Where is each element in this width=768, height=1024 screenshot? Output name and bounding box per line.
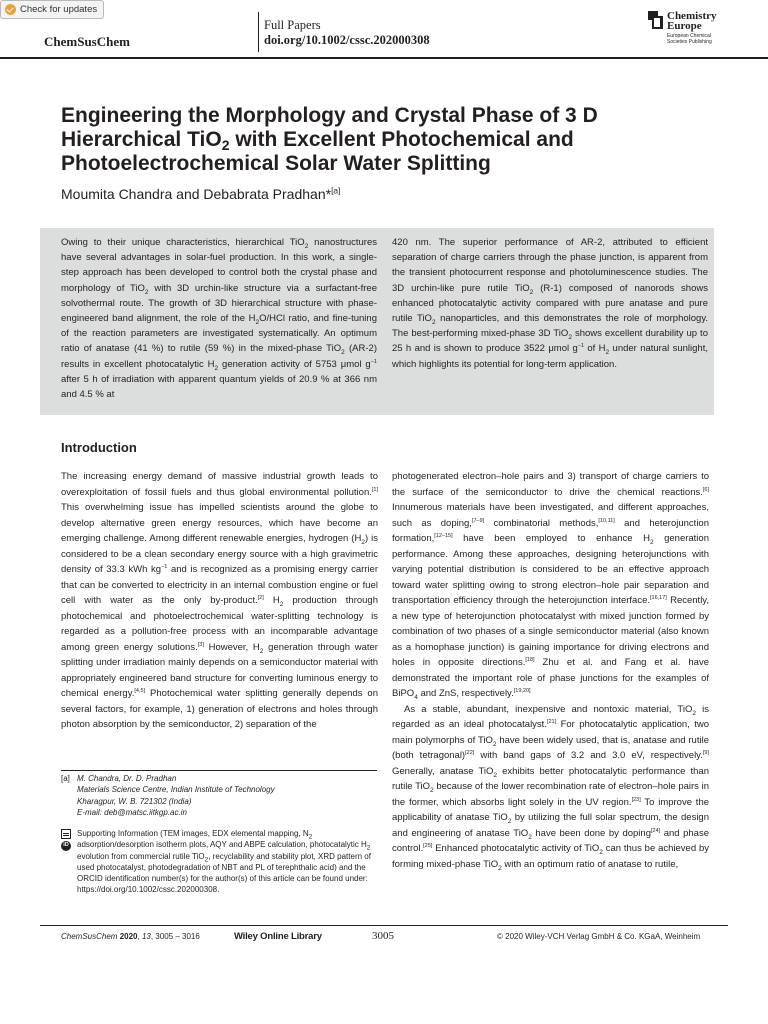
header-rule	[0, 57, 768, 59]
check-for-updates-button[interactable]	[0, 0, 104, 19]
footer-journal: ChemSusChem	[61, 932, 118, 941]
body-paragraph: As a stable, abundant, inexpensive and nontoxic material, TiO$_2$ is regarded as an ideal photocatalyst.[21] For photocatalytic application, two main polymorphs of TiO$_2$ have been widely used, that is, anatase and rutile (both tetragonal)[22] with band gaps of 3.2 and 3.0 eV, respectively.[9] Generally, anatase TiO$_2$ exhibits better photocatalytic performance than rutile TiO$_2$ because of the lower recombination rate of electron–hole pairs in the former, which absorbs light solely in the UV region.[23] To improve the applicability of anatase TiO$_2$ by utilizing the full solar spectrum, the design and engineering of anatase TiO$_2$ have been done by doping[24] and phase control.[25] Enhanced photocatalytic activity of TiO$_2$ can thus be achieved by forming mixed-phase TiO$_2$ with an optimum ratio of anatase to rutile,	[392, 703, 710, 872]
author-affiliation-mark: [a]	[331, 185, 341, 196]
copyright-notice: © 2020 Wiley-VCH Verlag GmbH & Co. KGaA, Weinheim	[497, 932, 701, 941]
wiley-online-library-link[interactable]: Wiley Online Library	[234, 931, 322, 942]
supporting-info-footnote	[61, 828, 375, 896]
publisher-name-line1: Chemistry	[667, 10, 717, 22]
supporting-info-text: Supporting Information (TEM images, EDX elemental mapping, $N_2$ adsorption/desorption isotherm plots, AQY and ABPE calculation, photocatalytic $H_2$ evolution from commercial rutile TiO$_2$, recyclability and stability plot, XRD pattern of used photocatalyst, photodegradation of NBT and PL of terephthalic acid) and the ORCID identification number(s) for the author(s) of this article can be found under: https://doi.org/10.1002/cssc.202000308.	[77, 829, 371, 895]
abstract-left-column: Owing to their unique characteristics, hierarchical TiO$_2$ nanostructures have several advantages in solar-fuel production. In this work, a single-step approach has been developed to control both the crystal phase and morphology of TiO$_2$ with 3D urchin-like structure via a surfactant-free solvothermal route. The growth of 3D hierarchical structure with phase-engineered band alignment, the role of the $H_2O$/HCl ratio, and fine-tuning of the reaction parameters are investigated systematically. An optimum ratio of anatase (41 %) to rutile (59 %) in the mixed-phase TiO$_2$ (AR-2) results in excellent photocatalytic $H_2$ generation activity of 5753 μmol $g^{-1}$ after 5 h of irradiation with apparent quantum yields of 20.9 % at 366 nm and 4.5 % at	[61, 237, 378, 401]
body-left-column	[61, 469, 378, 733]
journal-name: ChemSusChem	[44, 34, 130, 49]
footer-rule	[40, 925, 728, 926]
footer-volume: 13	[141, 932, 151, 941]
authors-text: Moumita Chandra and Debabrata Pradhan*	[61, 186, 332, 202]
affiliation-names: M. Chandra, Dr. D. Pradhan	[77, 774, 177, 783]
body-paragraph: The increasing energy demand of massive industrial growth leads to overexploitation of fossil fuels and thus global environmental pollution.[1] This overwhelming issue has impelled scientists around the globe to develop alternative green energy resources, which have become an emerging challenge. Among different renewable energies, hydrogen $(H_2)$ is considered to be a clean secondary energy source with a high gravimetric density of 33.3 kWh $kg^{-1}$ and is recognized as a promising energy carrier that can be converted to electricity in an internal combustion engine or fuel cell with water as the only by-product.[2] $H_2$ production through photochemical and photoelectrochemical water-splitting technology is regarded as a pollution-free process with an incomparable advantage among green energy solutions.[3] However, $H_2$ generation through water splitting under irradiation mainly depends on a semiconductor material with appropriately engineered band structure for converting luminous energy to chemical energy.[4,5] Photochemical water splitting generally depends on several factors, for example, 1) generation of electrons and holes through photon absorption by the semiconductor, 2) separation of the	[61, 471, 379, 730]
doi-link[interactable]: doi.org/10.1002/cssc.202000308	[264, 33, 430, 47]
publisher-sub-line2: Societies Publishing	[667, 39, 712, 45]
article-title	[61, 104, 701, 176]
section-heading-introduction: Introduction	[61, 440, 137, 455]
footer-pages: , 3005 – 3016	[150, 932, 200, 941]
article-type: Full Papers	[264, 18, 321, 32]
chemistry-europe-logo-icon	[648, 11, 663, 30]
title-part-2: with Excellent Photochemical and Photoelectrochemical Solar Water Splitting	[61, 128, 574, 175]
author-list	[61, 186, 341, 202]
page-number: 3005	[372, 930, 394, 942]
check-icon	[5, 4, 16, 15]
affiliation-footnote	[61, 773, 375, 818]
supporting-info-document-icon	[61, 829, 71, 839]
affiliation-city: Kharagpur, W. B. 721302 (India)	[77, 796, 192, 806]
header-divider	[258, 12, 259, 52]
abstract-right-column: 420 nm. The superior performance of AR-2, attributed to efficient separation of charge carriers through the phase junction, is apparent from the transient photocurrent response and photoluminescence studies. The 3D urchin-like pure rutile TiO$_2$ (R-1) composed of nanorods shows enhanced photocatalytic activity compared with pure anatase and pure rutile TiO$_2$ nanoparticles, and this demonstrates the role of morphology. The best-performing mixed-phase 3D TiO$_2$ shows excellent durability up to 25 h and is shown to produce 3522 μmol $g^{-1}$ of $H_2$ under natural sunlight, which highlights its potential for long-term application.	[392, 237, 709, 370]
title-part-1: Engineering the Morphology and Crystal Phase of 3 D Hierarchical TiO	[61, 104, 598, 151]
check-for-updates-label: Check for updates	[20, 4, 98, 15]
publisher-logo	[648, 11, 717, 45]
body-right-column	[392, 469, 709, 872]
affiliation-institution: Materials Science Centre, Indian Institute of Technology	[77, 785, 275, 795]
title-subscript: 2	[221, 137, 230, 153]
publisher-sub-line1: European Chemical	[667, 33, 711, 39]
body-paragraph: photogenerated electron–hole pairs and 3) transport of charge carriers to the surface of the semiconductor to drive the chemical reactions.[6] Innumerous materials have been investigated, and different approaches, such as doping,[7–9] combinatorial methods,[10,11] and heterojunction formation,[12–15] have been employed to enhance $H_2$ generation performance. Among these approaches, designing heterojunctions with varying potential distribution is considered to be an effective approach toward water splitting owing to strong electron–hole pair separation and transportation efficiency through the heterojunction interface.[16,17] Recently, a new type of heterojunction photocatalyst with mixed junction formed by combination of two phases of a single semiconductor material (also known as a homophase junction) is gaining importance for driving electrons and holes in opposite directions.[18] Zhu et al. and Fang et al. have demonstrated the important role of phase junctions for the examples of BiPO$_4$ and ZnS, respectively.[19,20]	[392, 471, 709, 701]
orcid-icon: iD	[61, 841, 71, 851]
publisher-name-line2: Europe	[667, 20, 702, 32]
footer-year: 2020	[119, 932, 138, 941]
affiliation-tag: [a]	[61, 774, 70, 783]
footnote-rule	[61, 770, 377, 771]
footer-citation: ChemSusChem 2020, 13, 3005 – 3016	[61, 932, 200, 941]
affiliation-email[interactable]: E-mail: deb@matsc.iitkgp.ac.in	[77, 807, 187, 817]
